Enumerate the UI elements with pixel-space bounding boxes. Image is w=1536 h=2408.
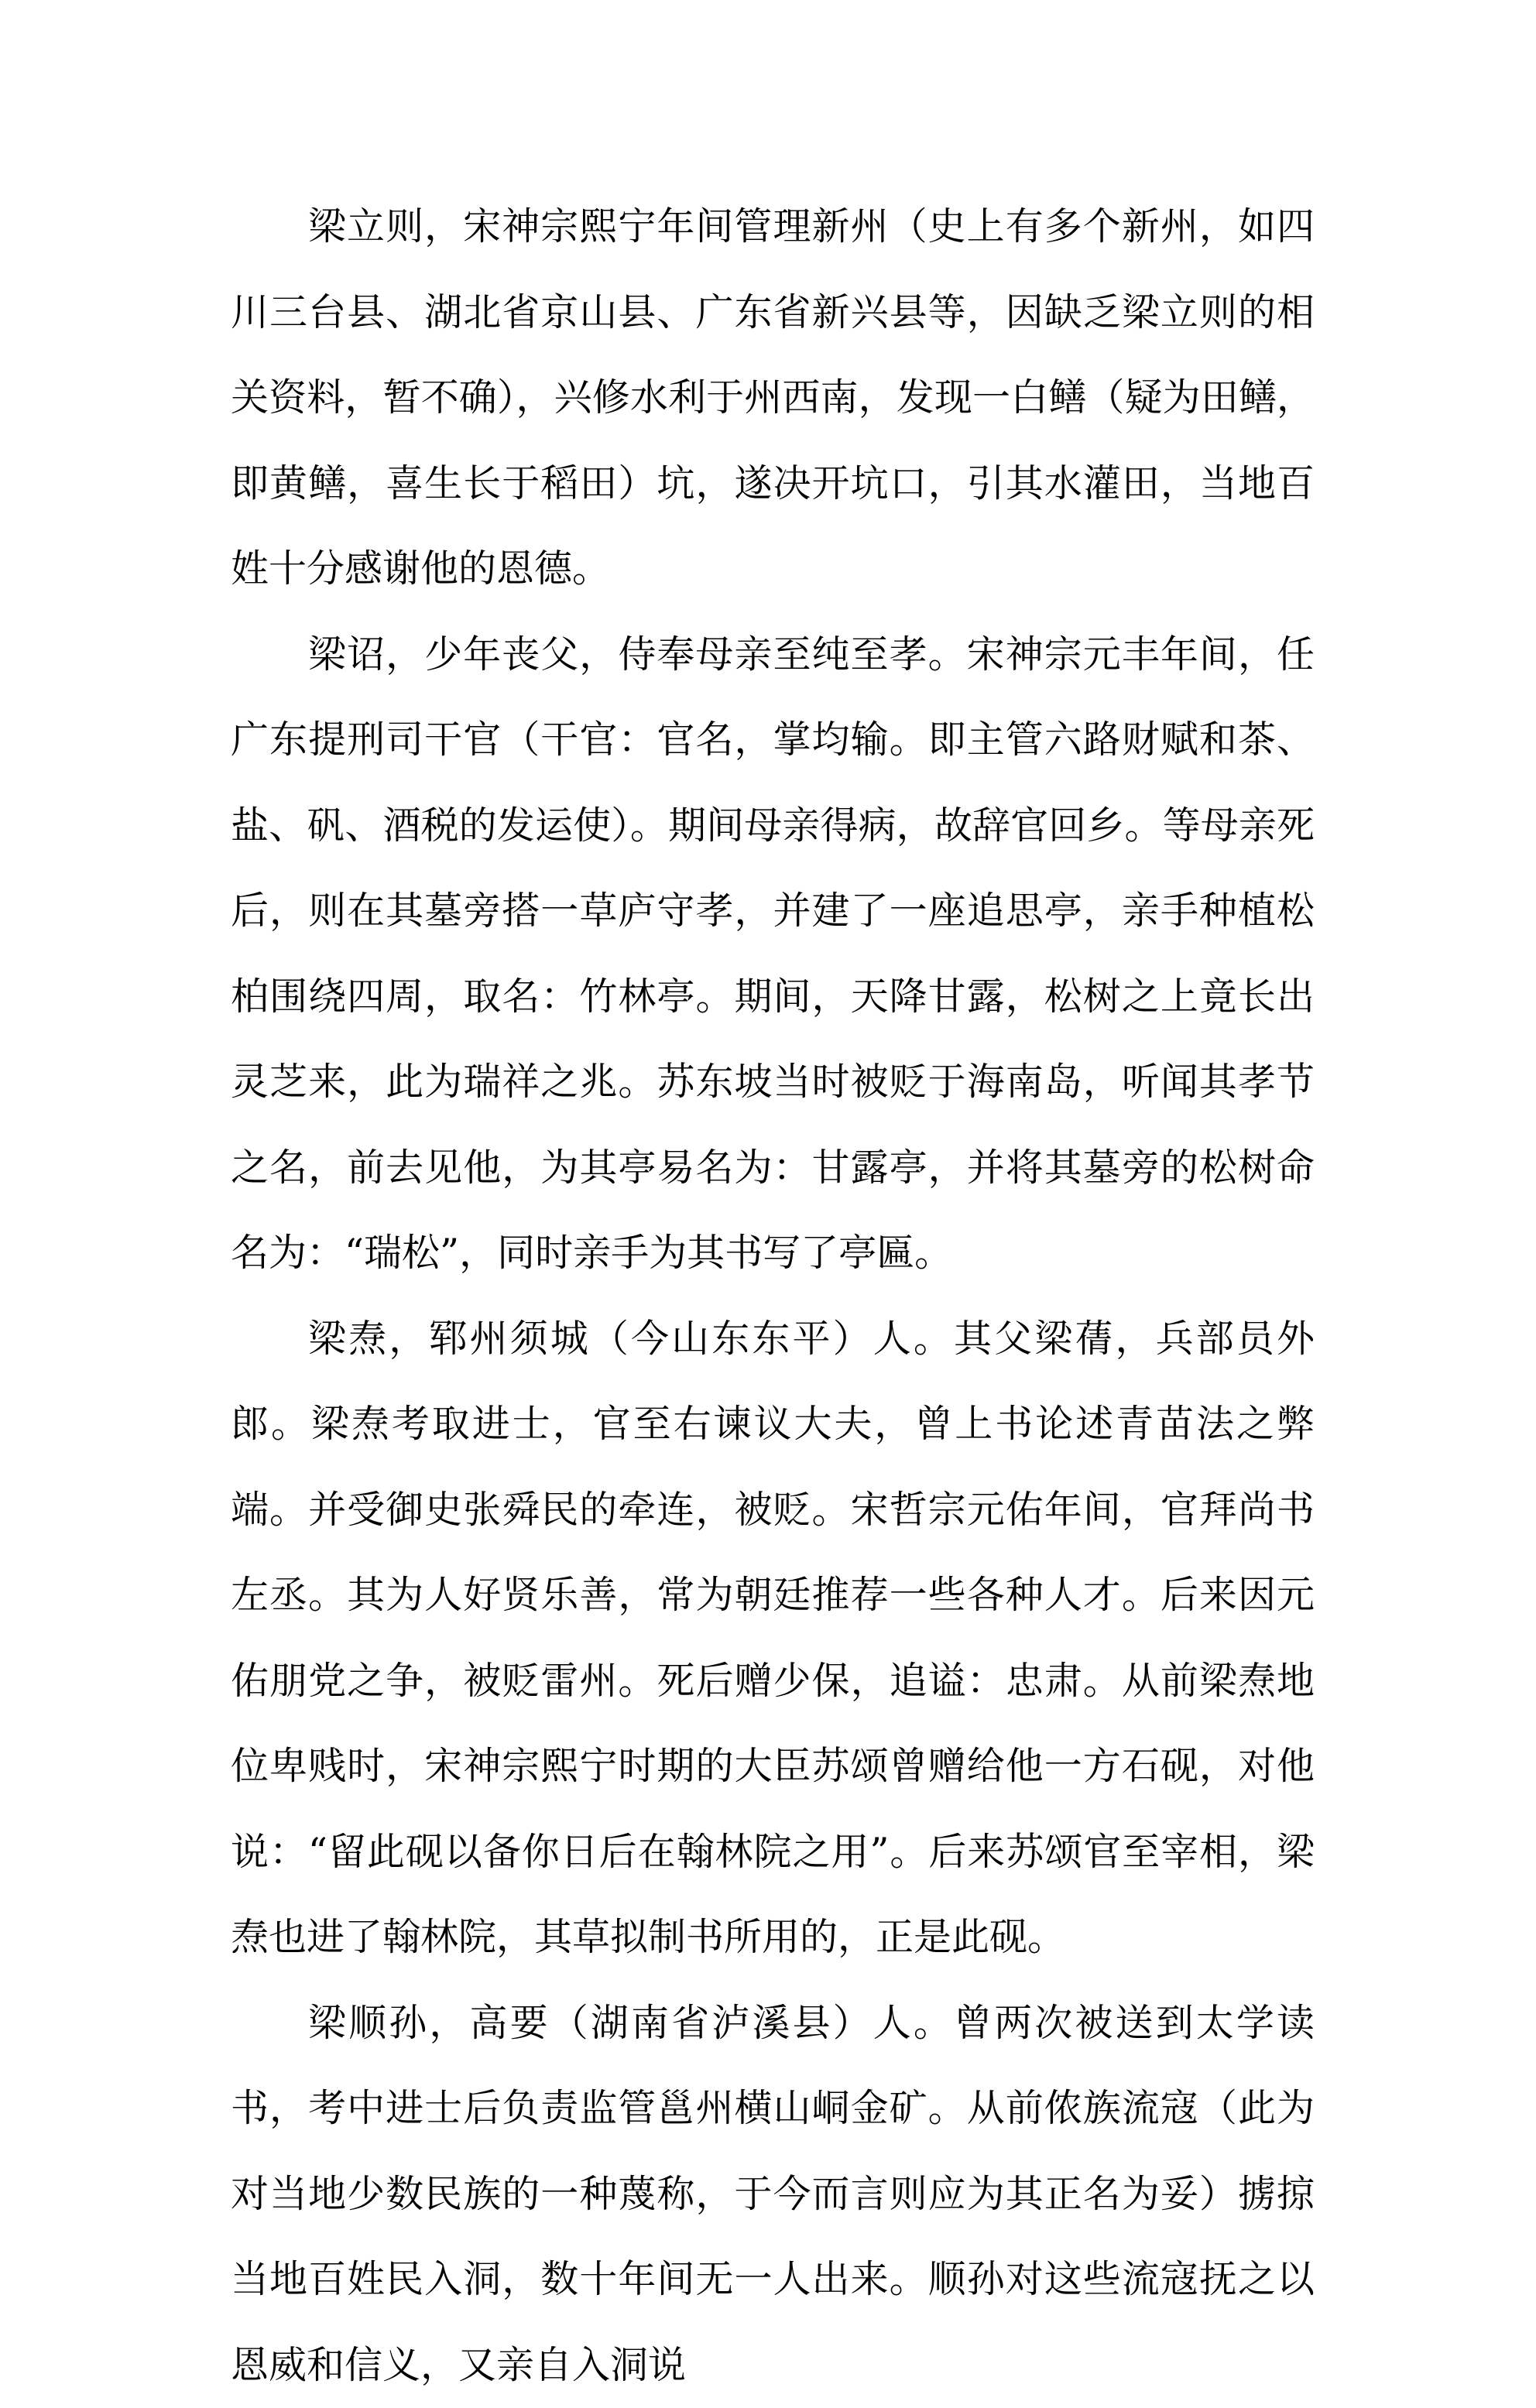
paragraph-liang-shunsun: 梁顺孙，高要（湖南省泸溪县）人。曾两次被送到太学读书，考中进士后负责监管邕州横山峒金矿。从前侬族流寇（此为对当地少数民族的一种蔑称，于今而言则应为其正名为妥）掳掠当地百姓民入洞，数十年间无一人出来。顺孙对这些流寇抚之以恩威和信义，又亲自入洞说 (231, 1981, 1315, 2408)
paragraph-liang-zhao: 梁诏，少年丧父，侍奉母亲至纯至孝。宋神宗元丰年间，任广东提刑司干官（干官：官名，掌均输。即主管六路财赋和茶、盐、矾、酒税的发运使）。期间母亲得病，故辞官回乡。等母亲死后，则在其墓旁搭一草庐守孝，并建了一座追思亭，亲手种植松柏围绕四周，取名：竹林亭。期间，天降甘露，松树之上竟长出灵芝来，此为瑞祥之兆。苏东坡当时被贬于海南岛，听闻其孝节之名，前去见他，为其亭易名为：甘露亭，并将其墓旁的松树命名为：“瑞松”，同时亲手为其书写了亭匾。 (231, 612, 1315, 1296)
document-page (231, 184, 1315, 2408)
paragraph-liang-tao: 梁焘，郓州须城（今山东东平）人。其父梁蒨，兵部员外郎。梁焘考取进士，官至右谏议大夫，曾上书论述青苗法之弊端。并受御史张舜民的牵连，被贬。宋哲宗元佑年间，官拜尚书左丞。其为人好贤乐善，常为朝廷推荐一些各种人才。后来因元佑朋党之争，被贬雷州。死后赠少保，追谥：忠肃。从前梁焘地位卑贱时，宋神宗熙宁时期的大臣苏颂曾赠给他一方石砚，对他说：“留此砚以备你日后在翰林院之用”。后来苏颂官至宰相，梁焘也进了翰林院，其草拟制书所用的，正是此砚。 (231, 1296, 1315, 1981)
paragraph-liang-lize: 梁立则，宋神宗熙宁年间管理新州（史上有多个新州，如四川三台县、湖北省京山县、广东省新兴县等，因缺乏梁立则的相关资料，暂不确），兴修水利于州西南，发现一白鳝（疑为田鳝，即黄鳝，喜生长于稻田）坑，遂决开坑口，引其水灌田，当地百姓十分感谢他的恩德。 (231, 184, 1315, 612)
